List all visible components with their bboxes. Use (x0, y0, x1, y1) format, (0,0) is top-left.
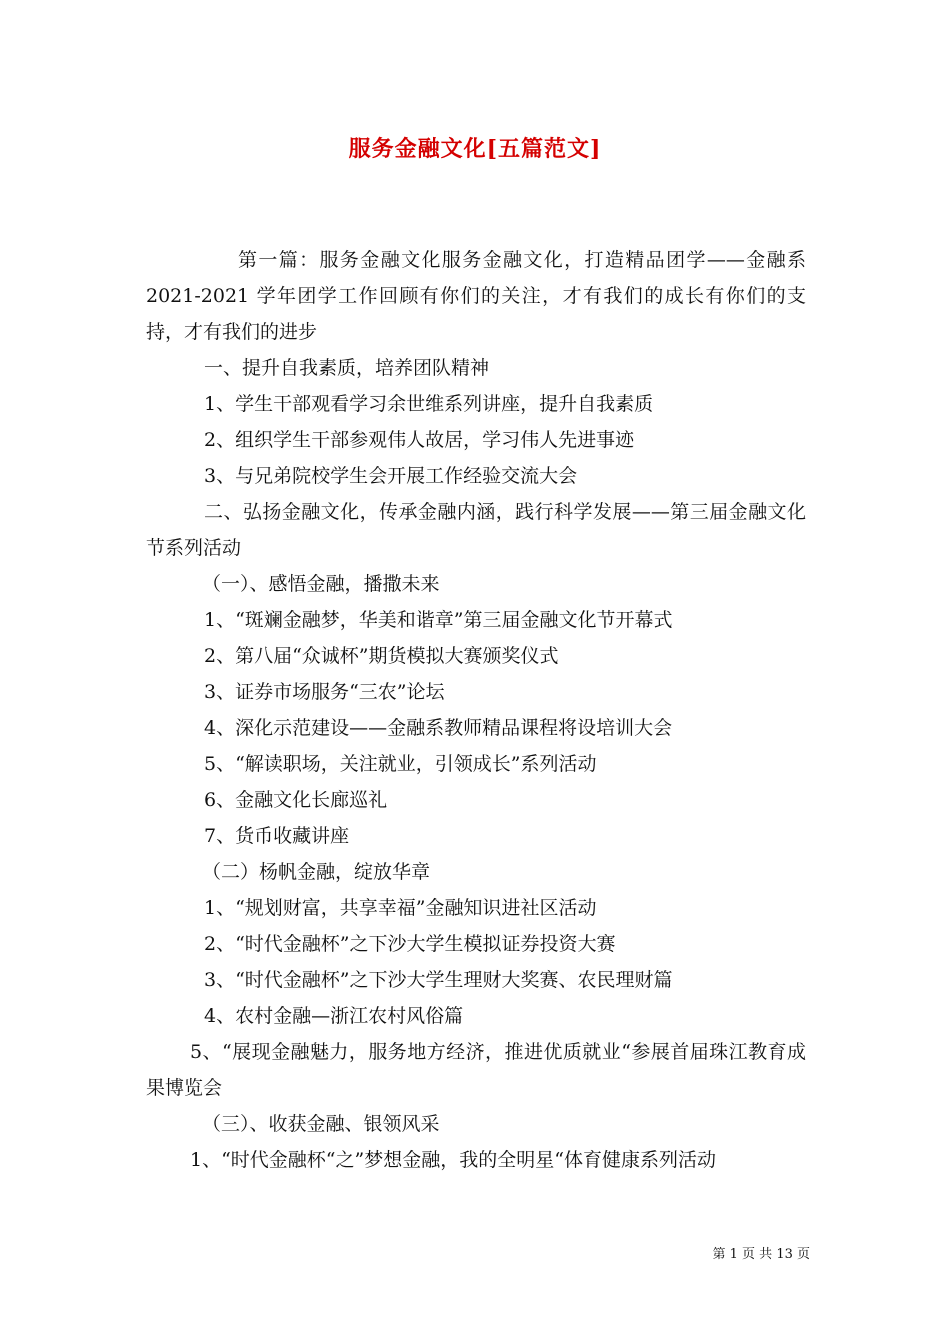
paragraph: 4、深化示范建设——金融系教师精品课程将设培训大会 (204, 717, 673, 739)
paragraph: （一）、感悟金融，播撒未来 (202, 573, 440, 595)
paragraph: 3、“时代金融杯”之下沙大学生理财大奖赛、农民理财篇 (204, 969, 673, 991)
paragraph: 1、“时代金融杯“之”梦想金融，我的全明星“体育健康系列活动 (190, 1149, 716, 1171)
paragraph: 2、“时代金融杯”之下沙大学生模拟证券投资大赛 (204, 933, 616, 955)
paragraph: 一、提升自我素质，培养团队精神 (204, 357, 490, 379)
paragraph: 7、货币收藏讲座 (204, 825, 350, 847)
paragraph: 第一篇：服务金融文化服务金融文化，打造精品团学——金融系 2021-2021 学年团学工作回顾有你们的关注，才有我们的成长有你们的支持，才有我们的进步 (146, 249, 806, 343)
paragraph: 3、证券市场服务“三农”论坛 (204, 681, 445, 703)
page-number: 第 1 页 共 13 页 (712, 1247, 810, 1262)
paragraph: 2、组织学生干部参观伟人故居，学习伟人先进事迹 (204, 429, 635, 451)
paragraph: 2、第八届“众诚杯”期货模拟大赛颁奖仪式 (204, 645, 559, 667)
document-body (146, 242, 806, 1178)
paragraph: 4、农村金融—浙江农村风俗篇 (204, 1005, 464, 1027)
document-title: 服务金融文化[五篇范文] (348, 136, 602, 162)
paragraph: 1、“规划财富，共享幸福”金融知识进社区活动 (204, 897, 597, 919)
paragraph: 6、金融文化长廊巡礼 (204, 789, 388, 811)
paragraph: 5、“解读职场，关注就业，引领成长”系列活动 (204, 753, 597, 775)
paragraph: 5、“展现金融魅力，服务地方经济，推进优质就业“参展首届珠江教育成果博览会 (146, 1041, 806, 1099)
paragraph: 二、弘扬金融文化，传承金融内涵，践行科学发展——第三届金融文化节系列活动 (146, 501, 806, 559)
paragraph: （三）、收获金融、银领风采 (202, 1113, 440, 1135)
paragraph: 3、与兄弟院校学生会开展工作经验交流大会 (204, 465, 578, 487)
paragraph: 1、学生干部观看学习余世维系列讲座，提升自我素质 (204, 393, 654, 415)
paragraph: 1、“斑斓金融梦，华美和谐章”第三届金融文化节开幕式 (204, 609, 673, 631)
paragraph: （二）杨帆金融，绽放华章 (202, 861, 431, 883)
